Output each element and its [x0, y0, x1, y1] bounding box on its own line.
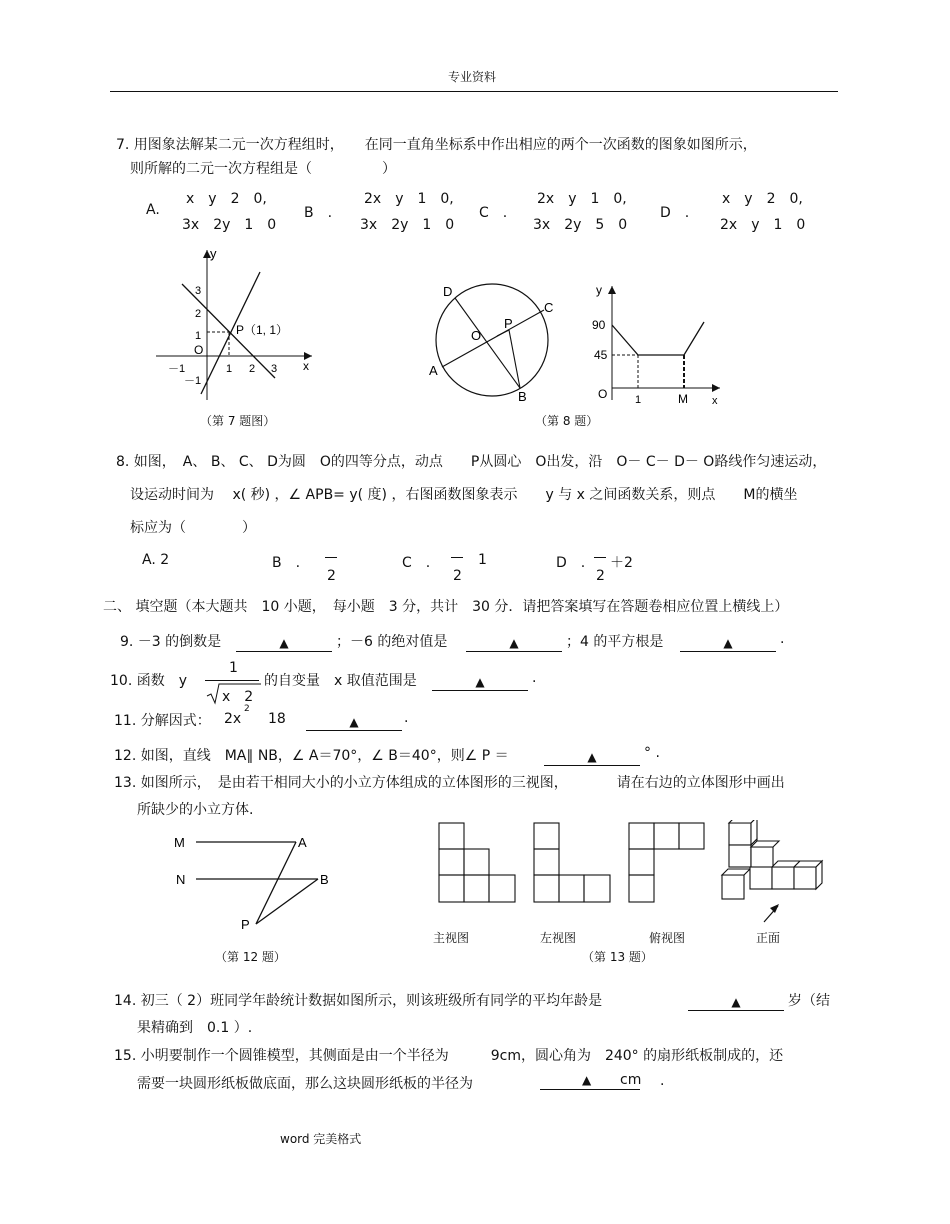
q10-part2: 的自变量 x 取值范围是	[264, 673, 417, 689]
q10-fraction-numerator: 1	[229, 660, 238, 676]
q7-graph-tick-y2: 2	[195, 308, 202, 320]
solid-figure	[722, 820, 822, 899]
q8-caption: （第 8 题）	[535, 414, 599, 428]
q8-graph-origin: O	[598, 387, 608, 401]
q10-part1: 10. 函数 y	[110, 673, 187, 689]
q8-function-graph	[588, 280, 728, 408]
q11-expression-constant: 18	[268, 711, 286, 727]
q7-option-a-eq2: 3x 2y 1 0	[182, 217, 277, 233]
q7-graph-tick-xn1: －1	[168, 363, 186, 375]
answer-mark: ▲	[688, 994, 784, 1011]
answer-mark: ▲	[306, 714, 402, 731]
q9-part2: ；－6 的绝对值是	[336, 634, 448, 650]
q13-view-label-front: 主视图	[433, 931, 470, 945]
q10-fraction-bar	[205, 680, 259, 681]
q8-label-d: D	[443, 284, 453, 299]
q7-line2: 则所解的二元一次方程组是（ ）	[130, 161, 396, 177]
q12-label-n: N	[176, 872, 186, 887]
q8-graph-x-label: x	[712, 395, 718, 407]
q7-option-a-label: A.	[146, 202, 160, 218]
q8-option-b-den: 2	[327, 568, 336, 584]
q8-graph-tick-45: 45	[594, 348, 608, 362]
page-header-title: 专业资料	[448, 70, 497, 84]
q10-end: .	[532, 670, 537, 686]
q13-caption: （第 13 题）	[582, 950, 653, 964]
q9-part3: ；4 的平方根是	[566, 634, 664, 650]
q7-option-d-eq2: 2x y 1 0	[720, 217, 806, 233]
q8-graph-tick-1: 1	[635, 394, 642, 406]
q12-part1: 12. 如图，直线 MA∥ NB，∠ A＝70°，∠ B＝40°，则∠ P ＝	[114, 748, 509, 764]
answer-mark: ▲	[544, 749, 640, 766]
q8-option-d-label: D .	[556, 555, 586, 571]
q8-option-d-den: 2	[596, 568, 605, 584]
answer-mark: ▲	[466, 635, 562, 652]
q11-blank[interactable]	[306, 711, 402, 731]
q13-view-label-facing: 正面	[756, 931, 781, 945]
q8-option-c-label: C .	[402, 555, 431, 571]
answer-mark: ▲	[680, 635, 776, 652]
q9-blank-1[interactable]	[236, 632, 332, 652]
q14-blank[interactable]	[688, 991, 784, 1011]
q7-option-c-label: C .	[479, 205, 508, 221]
q7-graph-x-label: x	[303, 359, 309, 373]
q13-line2: 所缺少的小立方体.	[137, 802, 254, 818]
q12-figure	[168, 830, 343, 940]
q7-option-a-eq1: x y 2 0,	[186, 191, 267, 207]
answer-mark: ▲	[236, 635, 332, 652]
q8-circle-figure	[425, 280, 575, 405]
q7-graph-tick-x2: 2	[249, 363, 256, 375]
q8-label-a: A	[429, 363, 438, 378]
q8-option-d-tail: ＋2	[610, 555, 633, 571]
top-view	[629, 823, 704, 902]
q11-exponent: 2	[244, 704, 250, 714]
q8-option-a: A. 2	[142, 552, 170, 568]
q15-blank[interactable]	[540, 1073, 640, 1090]
q11-part1: 11. 分解因式：	[114, 713, 211, 729]
q8-graph-tick-90: 90	[592, 318, 606, 332]
q12-blank[interactable]	[544, 746, 640, 766]
q8-label-p: P	[504, 316, 513, 331]
q12-label-p: P	[241, 917, 250, 932]
front-view	[439, 823, 515, 902]
q8-option-b-label: B .	[272, 555, 301, 571]
q8-option-c-den: 2	[453, 568, 462, 584]
q8-graph-y-label: y	[596, 283, 602, 297]
q8-option-c-fraction-bar	[451, 557, 463, 558]
q9-blank-2[interactable]	[466, 632, 562, 652]
q7-graph	[150, 244, 320, 404]
q12-end: ° .	[644, 745, 660, 761]
q8-option-d-fraction-bar	[594, 557, 606, 558]
q11-expression: 2x	[224, 711, 242, 727]
q7-option-d-eq1: x y 2 0,	[722, 191, 803, 207]
q8-label-c: C	[544, 300, 554, 315]
q9-part1: 9. －3 的倒数是	[120, 634, 222, 650]
q11-end: .	[404, 710, 409, 726]
q7-option-b-label: B .	[304, 205, 333, 221]
q7-option-c-eq1: 2x y 1 0,	[537, 191, 627, 207]
q12-label-m: M	[174, 835, 185, 850]
q15-line2: 需要一块圆形纸板做底面，那么这块圆形纸板的半径为	[137, 1076, 473, 1092]
q8-label-b: B	[518, 389, 527, 404]
q7-graph-tick-y3: 3	[195, 285, 202, 297]
page-footer-text: word 完美格式	[280, 1132, 362, 1146]
q10-blank[interactable]	[432, 671, 528, 691]
q7-graph-origin: O	[194, 343, 204, 357]
q15-unit: cm	[620, 1072, 642, 1088]
q9-end: .	[780, 631, 785, 647]
q15-end: .	[660, 1073, 665, 1089]
q7-option-b-eq2: 3x 2y 1 0	[360, 217, 455, 233]
q7-graph-tick-x1: 1	[226, 363, 233, 375]
q8-option-b-fraction-bar	[325, 557, 337, 558]
q8-line3: 标应为（ ）	[130, 520, 256, 536]
q7-graph-tick-y1: 1	[195, 330, 202, 342]
answer-mark: ▲	[582, 1073, 592, 1087]
q7-option-c-eq2: 3x 2y 5 0	[533, 217, 628, 233]
q15-line1: 15. 小明要制作一个圆锥模型，其侧面是由一个半径为 9cm，圆心角为 240° 的扇形纸板制成的，还	[114, 1048, 784, 1064]
q13-view-label-top: 俯视图	[649, 931, 686, 945]
q12-label-b: B	[320, 872, 329, 887]
q7-graph-y-label: y	[210, 246, 217, 261]
q9-blank-3[interactable]	[680, 632, 776, 652]
q7-option-b-eq1: 2x y 1 0,	[364, 191, 454, 207]
q14-line1: 14. 初三（ 2）班同学年龄统计数据如图所示，则该班级所有同学的平均年龄是	[114, 993, 603, 1009]
header-rule	[110, 91, 838, 92]
q8-label-o: O	[471, 328, 482, 343]
q13-line1: 13. 如图所示， 是由若干相同大小的小立方体组成的立体图形的三视图， 请在右边的立体图形中画出	[114, 775, 785, 791]
q12-label-a: A	[298, 835, 307, 850]
q7-graph-tick-yn1: －1	[184, 375, 202, 387]
q8-line1: 8. 如图， A、 B、 C、 D为圆 O的四等分点，动点 P从圆心 O出发，沿 O－ C－ D－ O路线作匀速运动，	[116, 454, 827, 470]
q7-option-d-label: D .	[660, 205, 690, 221]
answer-mark: ▲	[432, 674, 528, 691]
q13-three-views	[436, 820, 826, 925]
q8-graph-tick-m: M	[678, 392, 688, 406]
q7-graph-tick-x3: 3	[271, 363, 278, 375]
q14-end: 岁（结	[788, 993, 830, 1009]
q8-line2: 设运动时间为 x( 秒) ，∠ APB= y( 度) ，右图函数图象表示 y 与 x 之间函数关系，则点 M的横坐	[130, 487, 798, 503]
q7-line1: 7. 用图象法解某二元一次方程组时， 在同一直角坐标系中作出相应的两个一次函数的图象如图所示，	[116, 137, 757, 153]
left-view	[534, 823, 610, 902]
q8-option-c-tail: 1	[478, 552, 487, 568]
q10-radicand: x 2	[222, 689, 254, 705]
q7-caption: （第 7 题图）	[200, 414, 276, 428]
q7-graph-point-p: P（1, 1）	[236, 323, 289, 337]
q14-line2: 果精确到 0.1 ）.	[137, 1020, 253, 1036]
q12-caption: （第 12 题）	[215, 950, 286, 964]
q13-view-label-left: 左视图	[540, 931, 577, 945]
section-2-title: 二、 填空题（本大题共 10 小题， 每小题 3 分，共计 30 分．请把答案填写在答题卷相应位置上横线上）	[103, 599, 789, 615]
